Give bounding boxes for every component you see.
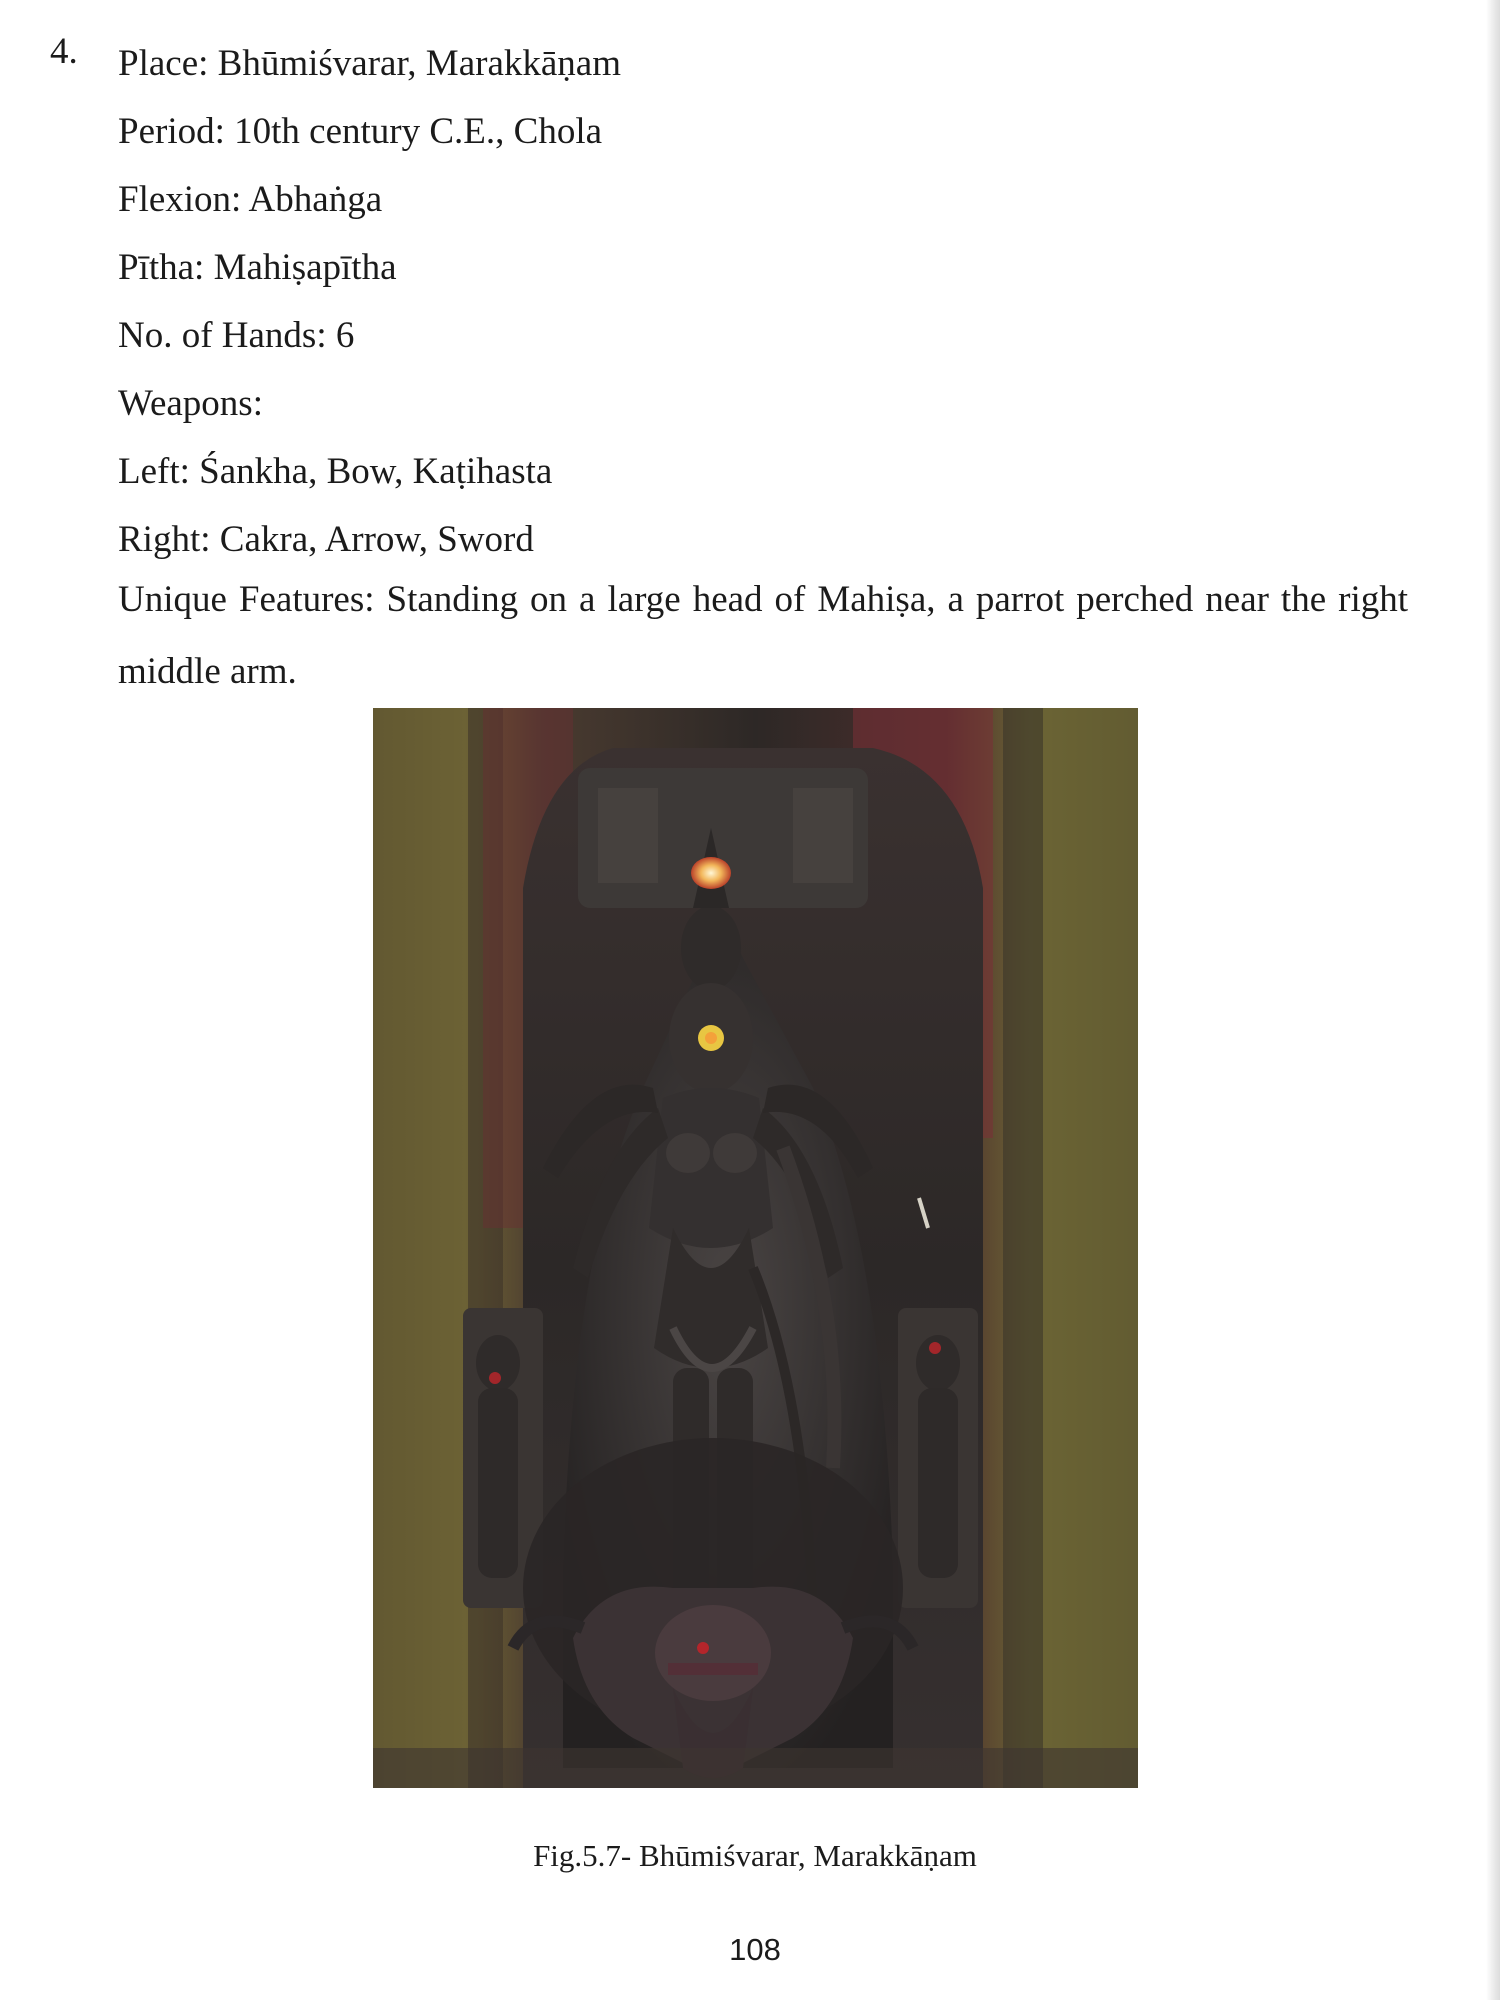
hands-line: No. of Hands: 6 (118, 315, 355, 356)
place-line: Place: Bhūmiśvarar, Marakkāṇam (118, 43, 621, 84)
weapons-right-line: Right: Cakra, Arrow, Sword (118, 519, 534, 560)
pitha-line: Pītha: Mahiṣapītha (118, 247, 397, 288)
sculpture-photograph (373, 708, 1138, 1788)
flexion-line: Flexion: Abhaṅga (118, 179, 383, 220)
weapons-left-line: Left: Śankha, Bow, Kaṭihasta (118, 451, 553, 492)
page-number: 108 (729, 1932, 781, 1967)
unique-features-paragraph: Unique Features: Standing on a large head of Mahiṣa, a parrot perched near the right middle arm. (118, 579, 1408, 692)
entry-number: 4. (50, 31, 78, 72)
weapons-heading: Weapons: (118, 383, 263, 424)
page-edge-shadow (1486, 0, 1500, 2000)
entry-details (118, 30, 1408, 708)
period-line: Period: 10th century C.E., Chola (118, 111, 603, 152)
figure-caption: Fig.5.7- Bhūmiśvarar, Marakkāṇam (533, 1838, 977, 1873)
